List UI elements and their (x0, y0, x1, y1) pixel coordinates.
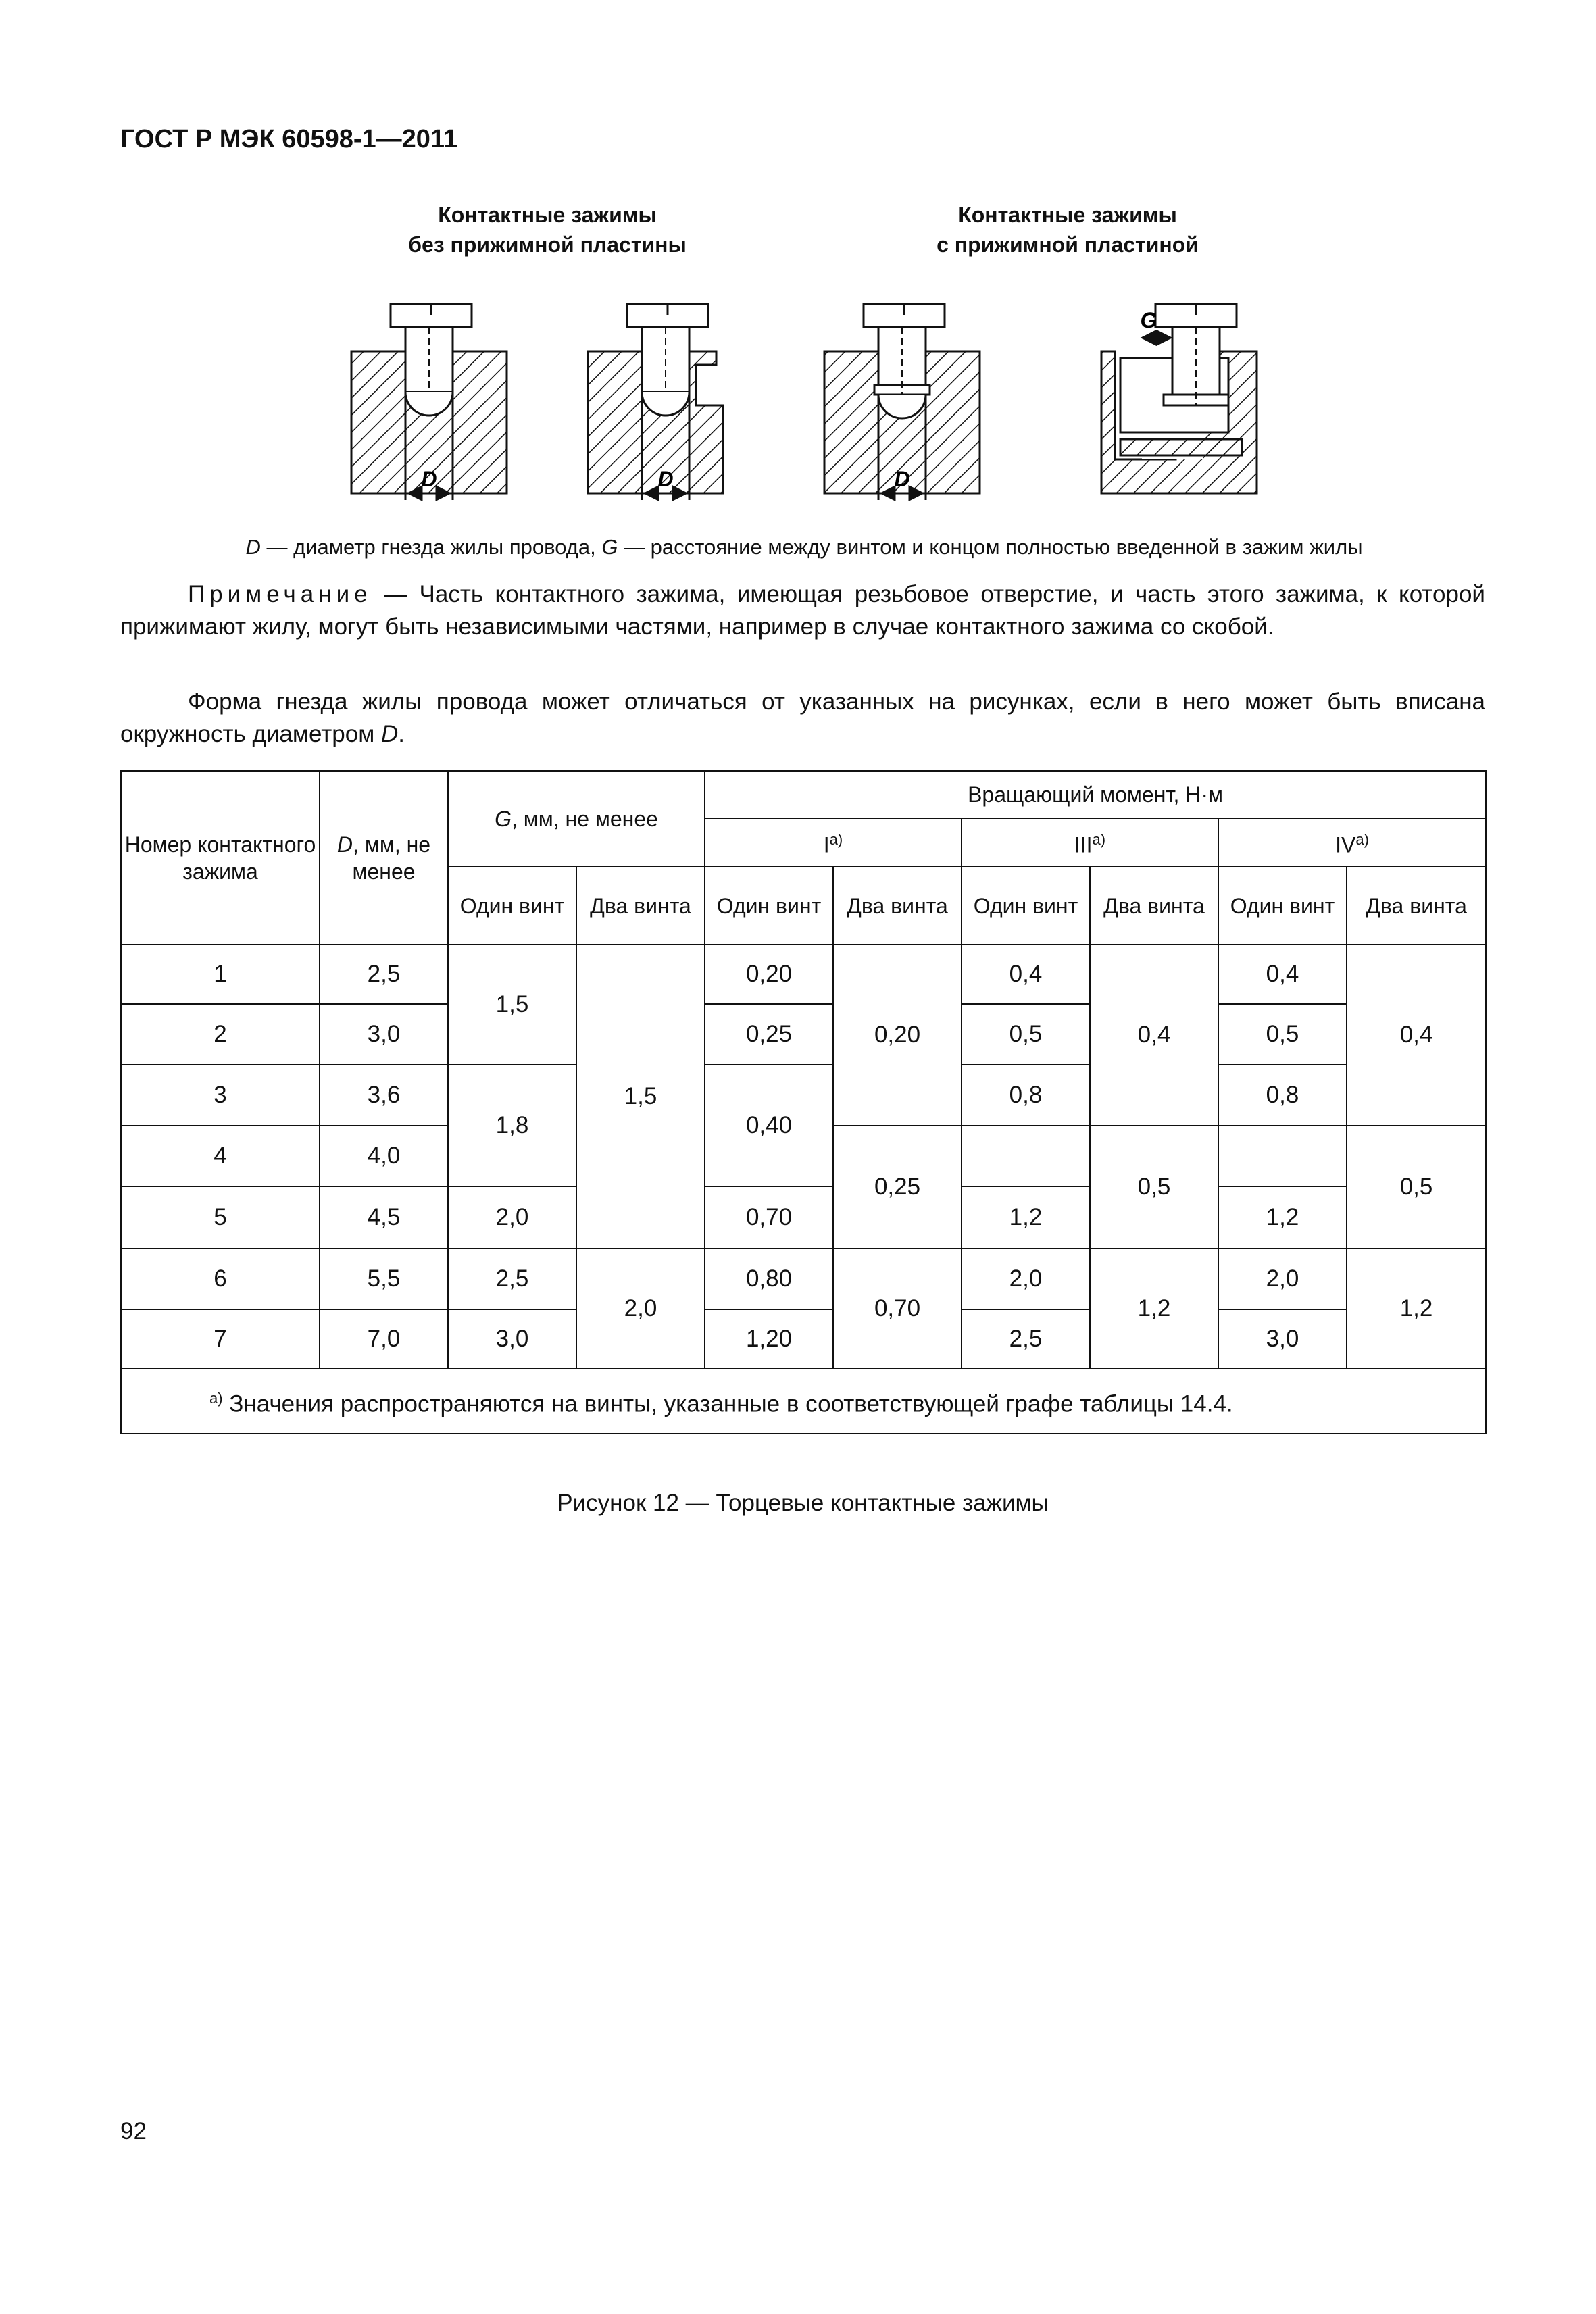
label-d-1: D (421, 467, 437, 491)
page-number: 92 (120, 2118, 147, 2144)
header-iii-two: Два винта (1090, 867, 1218, 945)
cell-i2: 0,70 (833, 1249, 962, 1369)
cell-g1: 1,5 (448, 945, 576, 1065)
cell-iii2: 0,5 (1090, 1126, 1218, 1249)
cell-g1: 1,8 (448, 1065, 576, 1186)
cell-d: 2,5 (320, 945, 448, 1004)
cell-i1: 0,20 (705, 945, 833, 1004)
note-paragraph (120, 578, 1485, 643)
cell-iv1-empty (1218, 1126, 1347, 1186)
cell-g1: 2,0 (448, 1186, 576, 1249)
header-g-text: , мм, не менее (511, 807, 658, 831)
cell-d: 4,5 (320, 1186, 448, 1249)
header-iv-one: Один винт (1218, 867, 1347, 945)
cell-iv2: 0,5 (1347, 1126, 1486, 1249)
header-g-one: Один винт (448, 867, 576, 945)
header-g (448, 771, 705, 867)
cell-g1: 2,5 (448, 1249, 576, 1309)
table-row (121, 1065, 1486, 1126)
caption-right-line2: с прижимной пластиной (937, 232, 1199, 257)
table-footnote-row (121, 1369, 1486, 1434)
cell-iii1: 1,2 (962, 1186, 1090, 1249)
figure-caption-right (892, 200, 1243, 259)
cell-d: 7,0 (320, 1309, 448, 1369)
cell-iv2: 1,2 (1347, 1249, 1486, 1369)
note-text: — Часть контактного зажима, имеющая резьбовое отверстие, и часть этого зажима, к которой прижимают жилу, могут быть независимыми частями, например в случае контактного зажима со скобой. (120, 581, 1485, 640)
cell-num: 3 (121, 1065, 320, 1126)
cell-i1: 0,25 (705, 1004, 833, 1065)
label-d-3: D (894, 467, 910, 491)
cell-num: 7 (121, 1309, 320, 1369)
cell-d: 3,6 (320, 1065, 448, 1126)
header-d (320, 771, 448, 945)
caption-left-line2: без прижимной пластины (408, 232, 687, 257)
terminal-drawings (338, 291, 1284, 513)
group1-sup: a) (829, 831, 843, 849)
header-i-one: Один винт (705, 867, 833, 945)
cell-d: 5,5 (320, 1249, 448, 1309)
header-i-two: Два винта (833, 867, 962, 945)
table-footnote (121, 1369, 1486, 1434)
note-label: Примечание (188, 581, 372, 607)
cell-num: 5 (121, 1186, 320, 1249)
legend-d-symbol: D (245, 535, 261, 559)
cell-iv1: 2,0 (1218, 1249, 1347, 1309)
legend-g-text: — расстояние между винтом и концом полностью введенной в зажим жилы (618, 535, 1363, 559)
form-text: Форма гнезда жилы провода может отличаться от указанных на рисунках, если в него может быть вписана окружность диаметром (120, 688, 1485, 747)
legend-d-text: — диаметр гнезда жилы провода, (260, 535, 602, 559)
table-row (121, 1004, 1486, 1065)
figure-title: Рисунок 12 — Торцевые контактные зажимы (557, 1490, 1049, 1516)
cell-iii1: 0,4 (962, 945, 1090, 1004)
caption-right-line1: Контактные зажимы (958, 203, 1177, 227)
table-row (121, 1186, 1486, 1249)
cell-iv1: 0,5 (1218, 1004, 1347, 1065)
cell-d: 4,0 (320, 1126, 448, 1186)
cell-num: 2 (121, 1004, 320, 1065)
cell-iv1: 0,8 (1218, 1065, 1347, 1126)
label-g: G (1140, 308, 1157, 332)
footnote-text: Значения распространяются на винты, указанные в соответствующей графе таблицы 14.4. (222, 1390, 1233, 1417)
cell-i2: 0,25 (833, 1126, 962, 1249)
cell-g2: 2,0 (576, 1249, 705, 1369)
legend-g-symbol: G (601, 535, 618, 559)
table-row (121, 1309, 1486, 1369)
terminal-drawing-2 (588, 304, 723, 500)
cell-num: 6 (121, 1249, 320, 1309)
header-g-two: Два винта (576, 867, 705, 945)
table-row (121, 1249, 1486, 1309)
terminal-table (120, 770, 1487, 1434)
figure-legend (122, 535, 1487, 559)
header-iii-one: Один винт (962, 867, 1090, 945)
cell-i1: 0,80 (705, 1249, 833, 1309)
group3-sup: a) (1092, 831, 1106, 849)
cell-g2: 1,5 (576, 945, 705, 1249)
header-group-3 (962, 818, 1218, 867)
header-group-4 (1218, 818, 1486, 867)
group1-label: I (823, 832, 830, 857)
cell-i1: 0,40 (705, 1065, 833, 1186)
terminal-drawing-4 (1101, 304, 1257, 493)
cell-i1: 1,20 (705, 1309, 833, 1369)
cell-g1: 3,0 (448, 1309, 576, 1369)
cell-d: 3,0 (320, 1004, 448, 1065)
header-group-1 (705, 818, 962, 867)
cell-i1: 0,70 (705, 1186, 833, 1249)
cell-iii1: 2,0 (962, 1249, 1090, 1309)
cell-num: 4 (121, 1126, 320, 1186)
form-symbol: D (381, 721, 399, 747)
cell-iv1: 1,2 (1218, 1186, 1347, 1249)
cell-i2: 0,20 (833, 945, 962, 1126)
cell-iv2: 0,4 (1347, 945, 1486, 1126)
table-row (121, 945, 1486, 1004)
group4-label: IV (1335, 832, 1356, 857)
cell-iii2: 1,2 (1090, 1249, 1218, 1369)
caption-left-line1: Контактные зажимы (438, 203, 657, 227)
form-end: . (398, 721, 405, 747)
form-paragraph (120, 686, 1485, 751)
cell-iii1-empty (962, 1126, 1090, 1186)
cell-num: 1 (121, 945, 320, 1004)
cell-iv1: 0,4 (1218, 945, 1347, 1004)
header-g-symbol: G (495, 807, 512, 831)
header-torque: Вращающий момент, Н·м (705, 771, 1486, 818)
cell-iii1: 2,5 (962, 1309, 1090, 1369)
group3-label: III (1074, 832, 1093, 857)
cell-iii2: 0,4 (1090, 945, 1218, 1126)
label-d-2: D (657, 467, 674, 491)
header-d-symbol: D (336, 832, 353, 857)
cell-iii1: 0,8 (962, 1065, 1090, 1126)
footnote-mark: a) (209, 1389, 223, 1407)
header-iv-two: Два винта (1347, 867, 1486, 945)
figure-caption-left (378, 200, 716, 259)
cell-iv1: 3,0 (1218, 1309, 1347, 1369)
cell-iii1: 0,5 (962, 1004, 1090, 1065)
group4-sup: a) (1355, 831, 1369, 849)
header-d-text: , мм, не менее (352, 832, 431, 884)
document-title: ГОСТ Р МЭК 60598-1—2011 (120, 125, 458, 153)
header-number: Номер контактного зажима (121, 771, 320, 945)
